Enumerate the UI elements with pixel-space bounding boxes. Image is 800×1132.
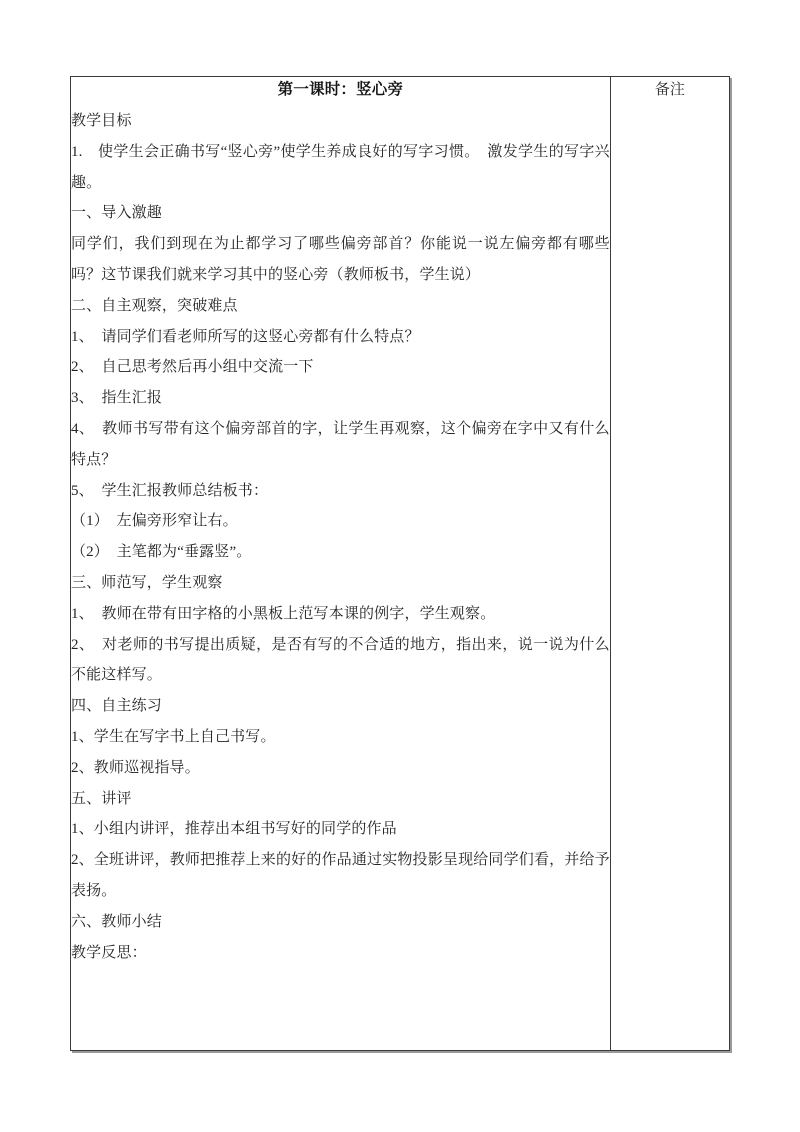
lesson-paragraph: 1. 使学生会正确书写“竖心旁”使学生养成良好的写字习惯。 激发学生的写字兴趣。: [71, 143, 610, 191]
lesson-paragraph: 2、 自己思考然后再小组中交流一下: [71, 359, 314, 376]
lesson-paragraph: 四、自主练习: [71, 698, 162, 715]
lesson-paragraph: （1） 左偏旁形窄让右。: [71, 513, 238, 530]
lesson-paragraph: 5、 学生汇报教师总结板书：: [71, 482, 269, 499]
lesson-paragraph: 1、小组内讲评，推荐出本组书写好的同学的作品: [71, 821, 397, 838]
lesson-paragraph: 二、自主观察，突破难点: [71, 297, 238, 314]
lesson-paragraph: 1、学生在写字书上自己书写。: [71, 728, 276, 745]
lesson-paragraph: 六、教师小结: [71, 913, 162, 930]
lesson-paragraph: 教学目标: [71, 113, 132, 129]
lesson-paragraph: 2、全班讲评，教师把推荐上来的好的作品通过实物投影呈现给同学们看，并给予表扬。: [71, 852, 610, 899]
lesson-paragraph: （2） 主笔都为“垂露竖”。: [71, 544, 252, 561]
lesson-paragraph: 3、 指生汇报: [71, 390, 163, 407]
lesson-paragraph: 4、 教师书写带有这个偏旁部首的字，让学生再观察，这个偏旁在字中又有什么特点？: [71, 420, 610, 468]
lesson-paragraph: 1、 教师在带有田字格的小黑板上范写本课的例字，学生观察。: [71, 605, 496, 622]
lesson-paragraph: 教学反思：: [71, 944, 147, 961]
lesson-paragraph: 1、 请同学们看老师所写的这竖心旁都有什么特点？: [71, 328, 420, 345]
notes-column-header: 备注: [654, 82, 685, 98]
lesson-paragraph: 三、师范写，学生观察: [71, 574, 223, 591]
page-title: 第一课时：竖心旁: [277, 81, 404, 98]
lesson-paragraph: 一、导入激趣: [71, 205, 162, 222]
lesson-paragraph: 同学们，我们到现在为止都学习了哪些偏旁部首？你能说一说左偏旁都有哪些吗？这节课我们就来学习其中的竖心旁（教师板书，学生说）: [71, 236, 610, 283]
lesson-plan-table: [70, 76, 730, 1051]
lesson-body: [71, 106, 610, 968]
lesson-content-cell: [71, 77, 611, 1051]
lesson-paragraph: 2、教师巡视指导。: [71, 759, 200, 776]
lesson-paragraph: 五、讲评: [71, 790, 132, 807]
notes-cell: [610, 77, 729, 1051]
table-row: [71, 77, 730, 1051]
lesson-paragraph: 2、 对老师的书写提出质疑，是否有写的不合适的地方，指出来，说一说为什么不能这样写。: [71, 636, 610, 684]
